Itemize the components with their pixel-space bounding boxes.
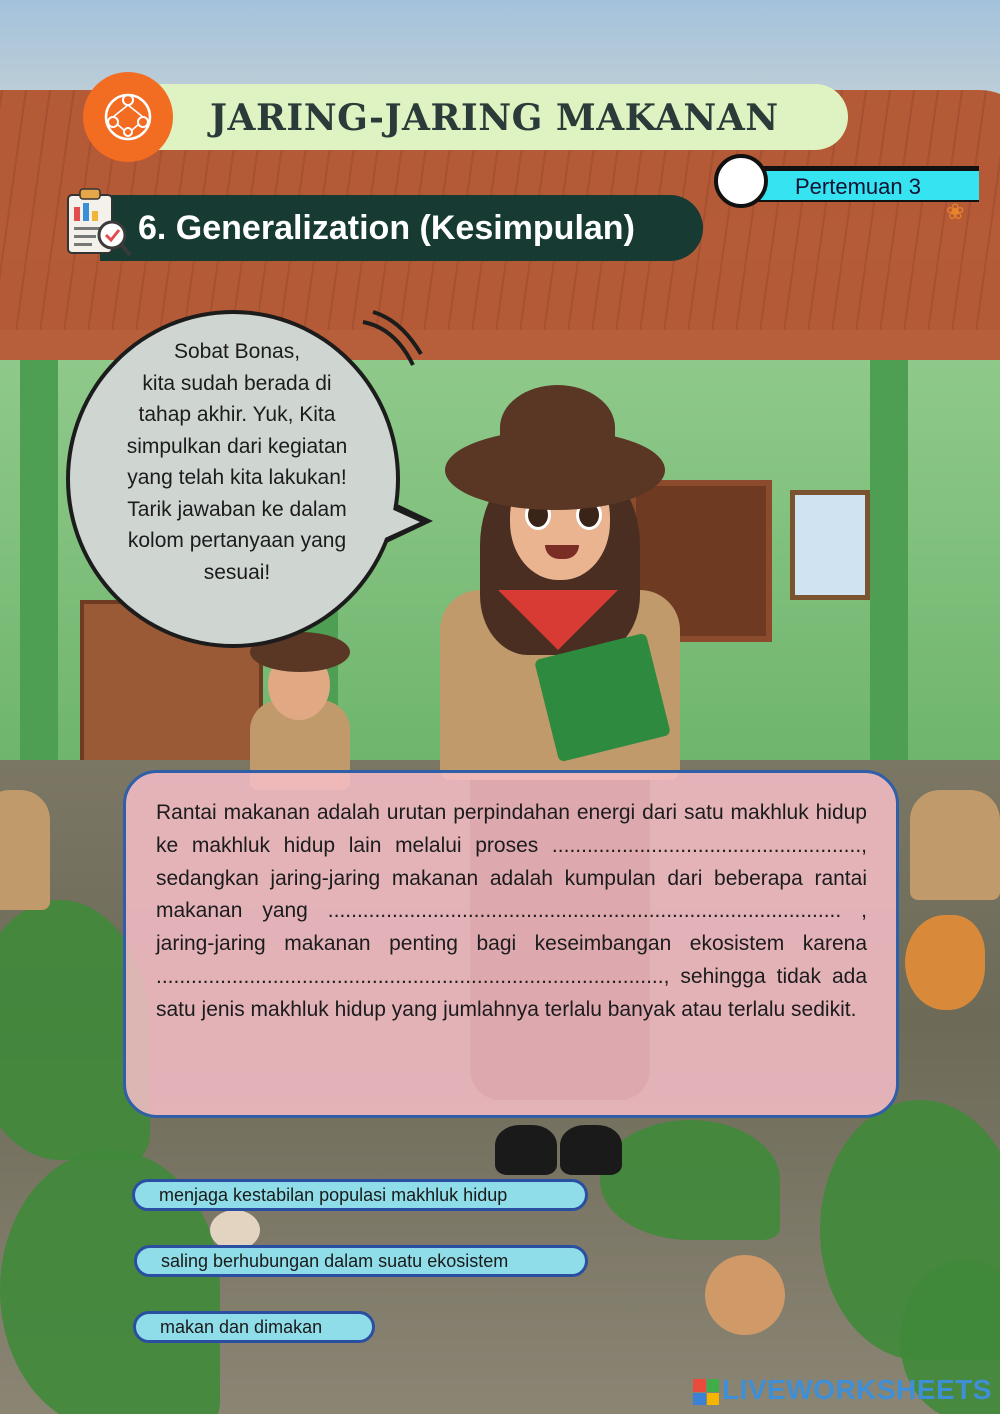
page-title: JARING-JARING MAKANAN — [210, 97, 779, 139]
food-web-icon — [83, 72, 173, 162]
butterfly-icon: ❀ — [946, 200, 965, 225]
scout-kid — [0, 790, 50, 910]
meeting-dot-icon — [714, 154, 768, 208]
notice-board — [790, 490, 870, 600]
rabbit — [705, 1255, 785, 1335]
wall-pillar — [870, 360, 908, 760]
meeting-label: Pertemuan 3 — [795, 174, 921, 199]
girl-hat-crown — [500, 385, 615, 470]
section-title: 6. Generalization (Kesimpulan) — [138, 209, 635, 247]
chicken — [905, 915, 985, 1010]
speech-line: kolom pertanyaan yang — [127, 529, 347, 552]
liveworksheets-brand[interactable]: LIVEWORKSHEETS — [722, 1374, 992, 1405]
conclusion-text[interactable]: Rantai makanan adalah urutan perpindahan energi dari satu makhluk hidup ke makhluk hidup lain melalui proses ....................................................., sedangkan jaring-jaring makanan adalah kumpulan dari beberapa rantai makanan yang ........................................................................................ , jaring-jaring makanan penting bagi keseimbangan ekosistem karena ......................................................................................., sehingga tidak ada satu jenis makhluk hidup yang jumlahnya terlalu banyak atau terlalu sedikit. — [156, 801, 867, 1021]
speech-line: tahap akhir. Yuk, Kita — [138, 403, 336, 426]
speech-line: kita sudah berada di — [142, 371, 332, 395]
wall-pillar — [20, 360, 58, 760]
speech-line: sesuai! — [203, 560, 271, 584]
answer-chip-eat-and-eaten[interactable]: makan dan dimakan — [133, 1311, 375, 1343]
speech-line: simpulkan dari kegiatan — [126, 434, 348, 458]
speech-bubble-text — [98, 336, 376, 588]
scout-kid — [910, 790, 1000, 900]
girl-shoe — [560, 1125, 622, 1175]
answer-chip-population-stability[interactable]: menjaga kestabilan populasi makhluk hidup — [132, 1179, 588, 1211]
speech-line: Tarik jawaban ke dalam — [127, 497, 347, 521]
speech-line: Sobat Bonas, — [173, 340, 301, 363]
liveworksheets-logo — [693, 1379, 719, 1405]
plant — [600, 1120, 780, 1240]
girl-shoe — [495, 1125, 557, 1175]
speech-line: yang telah kita lakukan! — [127, 466, 347, 489]
clipboard-chart-icon — [62, 185, 134, 263]
rabbit — [210, 1210, 260, 1250]
answer-chip-interconnected[interactable]: saling berhubungan dalam suatu ekosistem — [134, 1245, 588, 1277]
speech-bubble-tail-fill — [376, 502, 420, 542]
